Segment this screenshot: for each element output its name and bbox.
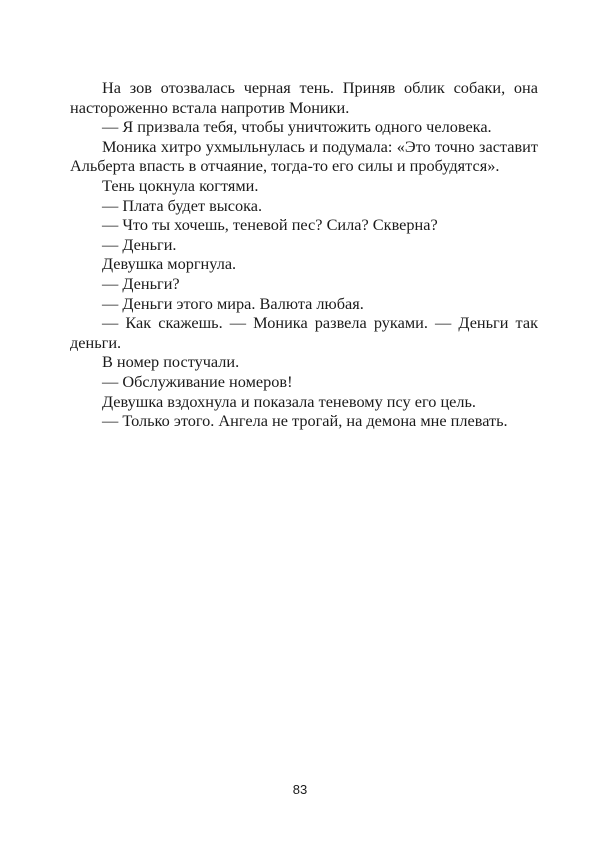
paragraph: — Как скажешь. — Моника развела руками. — Деньги так деньги. (70, 313, 538, 352)
paragraph: — Плата будет высока. (102, 195, 263, 215)
paragraph: Тень цокнула когтями. (102, 175, 259, 195)
paragraph: — Что ты хочешь, теневой пес? Сила? Скверна? (102, 215, 438, 235)
page-text (70, 78, 538, 431)
paragraph: В номер постучали. (102, 352, 240, 372)
paragraph: — Деньги? (102, 273, 180, 293)
paragraph: — Деньги. (102, 234, 177, 254)
paragraph: — Я призвала тебя, чтобы уничтожить одного человека. (102, 117, 492, 137)
paragraph: На зов отозвалась черная тень. Приняв облик собаки, она настороженно встала напротив Моники. (70, 78, 538, 117)
page-number: 83 (292, 782, 308, 797)
paragraph: Девушка моргнула. (102, 254, 237, 274)
paragraph: — Деньги этого мира. Валюта любая. (102, 293, 364, 313)
paragraph: Моника хитро ухмыльнулась и подумала: «Это точно заставит Альберта впасть в отчаяние, тогда-то его силы и пробудятся». (70, 136, 538, 176)
paragraph: — Только этого. Ангела не трогай, на демона мне плевать. (102, 411, 508, 431)
paragraph: — Обслуживание номеров! (102, 371, 293, 391)
paragraph: Девушка вздохнула и показала теневому псу его цель. (102, 391, 476, 411)
